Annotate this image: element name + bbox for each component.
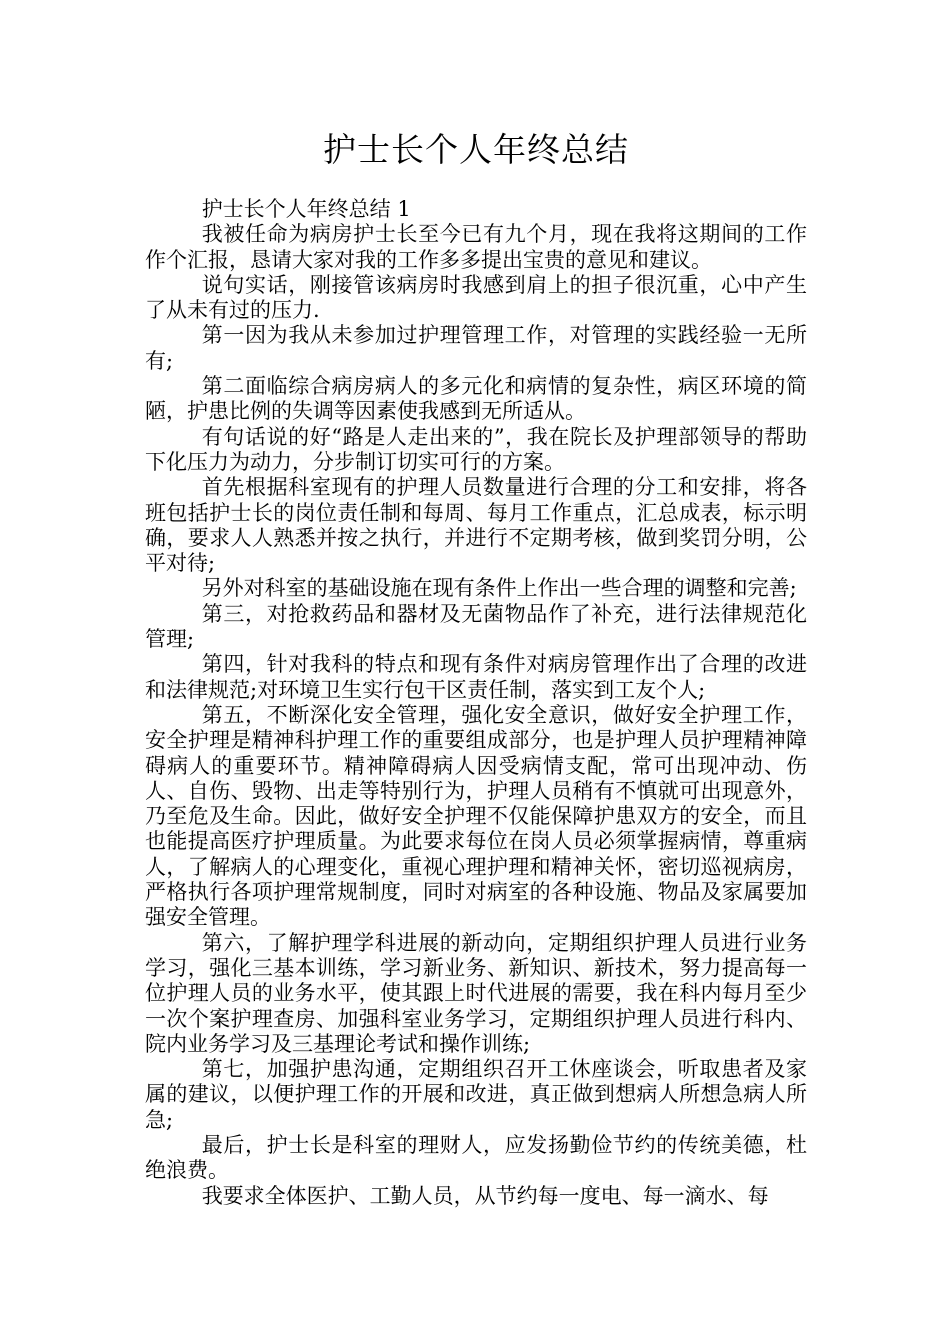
paragraph: 第二面临综合病房病人的多元化和病情的复杂性，病区环境的简陋，护患比例的失调等因素使我感到无所适从。 (145, 374, 807, 424)
paragraph: 第一因为我从未参加过护理管理工作，对管理的实践经验一无所有; (145, 323, 807, 373)
paragraph-subtitle: 护士长个人年终总结 1 (201, 197, 411, 221)
paragraph: 最后，护士长是科室的理财人，应发扬勤俭节约的传统美德，杜绝浪费。 (145, 1132, 807, 1183)
paragraph: 另外对科室的基础设施在现有条件上作出一些合理的调整和完善; (201, 576, 797, 601)
paragraph: 我要求全体医护、工勤人员，从节约每一度电、每一滴水、每 (201, 1183, 769, 1208)
paragraph: 第五，不断深化安全管理，强化安全意识，做好安全护理工作，安全护理是精神科护理工作的重要组成部分，也是护理人员护理精神障碍病人的重要环节。精神障碍病人因受病情支配，常可出现冲动、伤人、自伤、毁物、出走等特别行为，护理人员稍有不慎就可出现意外，乃至危及生命。因此，做好安全护理不仅能保障护患双方的安全，而且也能提高医疗护理质量。为此要求每位在岗人员必须掌握病情，尊重病人，了解病人的心理变化，重视心理护理和精神关怀，密切巡视病房，严格执行各项护理常规制度，同时对病室的各种设施、物品及家属要加强安全管理。 (145, 702, 807, 930)
paragraph: 有句话说的好“路是人走出来的”，我在院长及护理部领导的帮助下化压力为动力，分步制订切实可行的方案。 (145, 424, 807, 474)
paragraph: 第三，对抢救药品和器材及无菌物品作了补充，进行法律规范化管理; (145, 601, 807, 652)
paragraph: 说句实话，刚接管该病房时我感到肩上的担子很沉重，心中产生了从未有过的压力. (145, 272, 807, 323)
document-title: 护士长个人年终总结 (323, 130, 629, 169)
document-page (145, 125, 807, 1209)
paragraph: 第六，了解护理学科进展的新动向，定期组织护理人员进行业务学习，强化三基本训练，学习新业务、新知识、新技术，努力提高每一位护理人员的业务水平，使其跟上时代进展的需要，我在科内每月至少一次个案护理查房、加强科室业务学习，定期组织护理人员进行科内、院内业务学习及三基理论考试和操作训练; (145, 930, 807, 1056)
paragraph: 第七，加强护患沟通，定期组织召开工休座谈会，听取患者及家属的建议，以便护理工作的开展和改进，真正做到想病人所想急病人所急; (145, 1057, 807, 1132)
paragraph: 我被任命为病房护士长至今已有九个月，现在我将这期间的工作作个汇报，恳请大家对我的工作多多提出宝贵的意见和建议。 (145, 222, 807, 272)
paragraph: 首先根据科室现有的护理人员数量进行合理的分工和安排，将各班包括护士长的岗位责任制和每周、每月工作重点，汇总成表，标示明确，要求人人熟悉并按之执行，并进行不定期考核，做到奖罚分明，公平对待; (145, 475, 807, 576)
paragraph: 第四，针对我科的特点和现有条件对病房管理作出了合理的改进和法律规范;对环境卫生实行包干区责任制，落实到工友个人; (145, 652, 807, 702)
document-body (145, 197, 807, 1209)
